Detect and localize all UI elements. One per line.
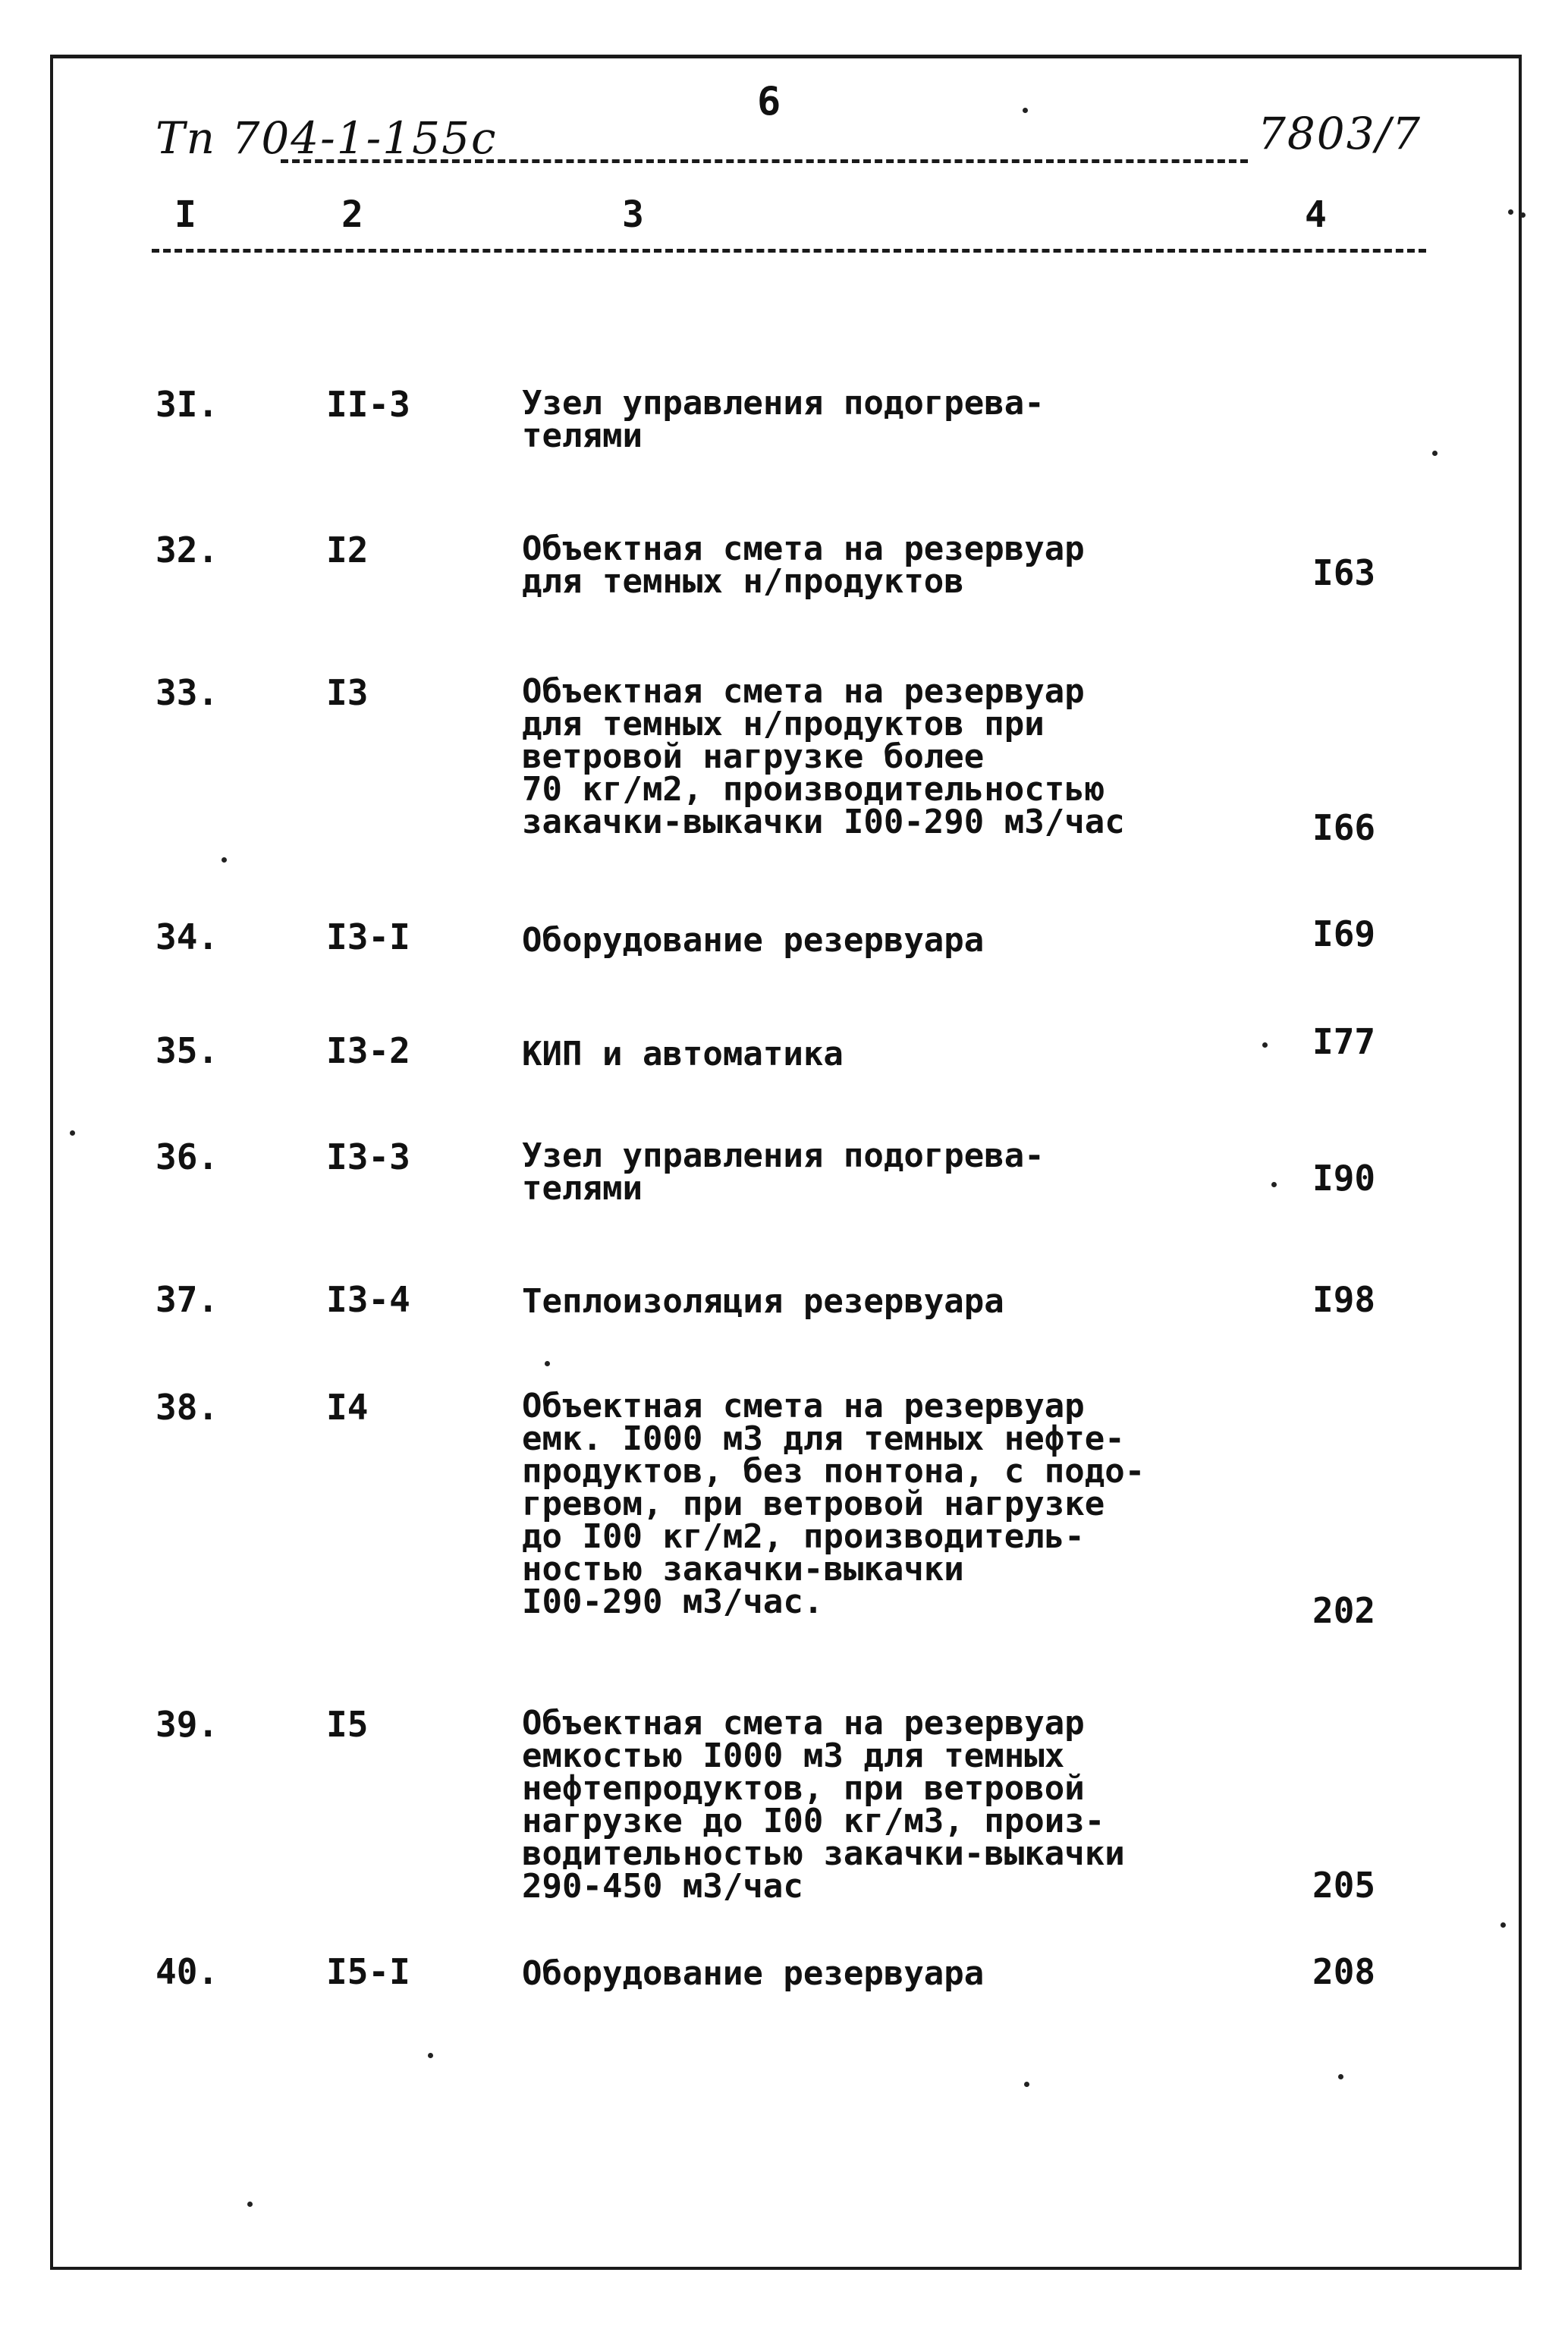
row-number: 37. xyxy=(156,1279,219,1320)
row-code: I5 xyxy=(326,1704,369,1745)
column-header-dashed-rule xyxy=(152,249,1426,253)
scan-speck xyxy=(1024,2082,1029,2087)
row-page: I98 xyxy=(1312,1279,1376,1320)
scan-speck xyxy=(428,2053,433,2058)
column-header-1: I xyxy=(174,193,196,236)
row-code: II-3 xyxy=(326,384,410,425)
column-header-2: 2 xyxy=(341,193,363,236)
row-page: I69 xyxy=(1312,913,1376,954)
scan-speck xyxy=(222,857,227,863)
row-description: Узел управления подогрева- телями xyxy=(522,384,1045,455)
row-code: I3-2 xyxy=(326,1030,410,1071)
scan-speck xyxy=(247,2202,253,2207)
row-description: Оборудование резервуара xyxy=(522,1954,985,1993)
row-description: Теплоизоляция резервуара xyxy=(522,1282,1004,1321)
row-number: 39. xyxy=(156,1704,219,1745)
row-page: I63 xyxy=(1312,552,1376,593)
document-number: 7803/7 xyxy=(1258,108,1422,159)
row-number: 35. xyxy=(156,1030,219,1071)
row-number: 3I. xyxy=(156,384,219,425)
row-description: Объектная смета на резервуар емкостью I000 м3 для темных нефтепродуктов, при ветровой нагрузке до I00 кг/м3, произ- водительностью закачки-выкачки 290-450 м3/час xyxy=(522,1704,1125,1906)
row-code: I3 xyxy=(326,672,369,713)
row-number: 40. xyxy=(156,1951,219,1992)
page-number: 6 xyxy=(757,79,781,124)
row-description: КИП и автоматика xyxy=(522,1035,844,1073)
row-code: I5-I xyxy=(326,1951,410,1992)
row-number: 32. xyxy=(156,530,219,570)
column-header-3: 3 xyxy=(622,193,644,236)
row-number: 36. xyxy=(156,1136,219,1177)
row-description: Объектная смета на резервуар для темных н/продуктов xyxy=(522,530,1085,601)
scan-speck xyxy=(545,1361,550,1366)
row-description: Оборудование резервуара xyxy=(522,921,985,960)
header-dashed-rule xyxy=(281,159,1248,163)
row-code: I2 xyxy=(326,530,369,570)
scan-speck xyxy=(1432,451,1438,456)
row-page: I77 xyxy=(1312,1021,1376,1062)
row-description: Объектная смета на резервуар для темных н/продуктов при ветровой нагрузке более 70 кг/м2, производительностью закачки-выкачки I00-290 м3/час xyxy=(522,672,1125,841)
row-number: 33. xyxy=(156,672,219,713)
row-description: Узел управления подогрева- телями xyxy=(522,1136,1045,1208)
row-page: 208 xyxy=(1312,1951,1376,1992)
row-page: 202 xyxy=(1312,1590,1376,1631)
document-code: Тп 704-1-155с xyxy=(156,112,498,164)
row-number: 38. xyxy=(156,1387,219,1428)
row-description: Объектная смета на резервуар емк. I000 м3 для темных нефте- продуктов, без понтона, с подо- гревом, при ветровой нагрузке до I00 кг/м2, производитель- ностью закачки-выкачки I00-290 м3/час. xyxy=(522,1387,1145,1621)
row-code: I3-I xyxy=(326,916,410,957)
scan-speck xyxy=(1262,1042,1268,1048)
row-code: I3-3 xyxy=(326,1136,410,1177)
scan-speck xyxy=(1338,2074,1343,2079)
row-page: I66 xyxy=(1312,807,1376,848)
column-header-4: 4 xyxy=(1305,193,1327,236)
row-number: 34. xyxy=(156,916,219,957)
row-page: I90 xyxy=(1312,1158,1376,1199)
row-page: 205 xyxy=(1312,1865,1376,1906)
scan-speck xyxy=(1520,212,1526,218)
scan-speck xyxy=(70,1130,75,1136)
scan-speck xyxy=(1271,1182,1277,1187)
scan-speck xyxy=(1500,1922,1506,1928)
row-code: I3-4 xyxy=(326,1279,410,1320)
scan-speck xyxy=(1023,108,1028,113)
row-code: I4 xyxy=(326,1387,369,1428)
scan-speck xyxy=(1508,209,1513,215)
